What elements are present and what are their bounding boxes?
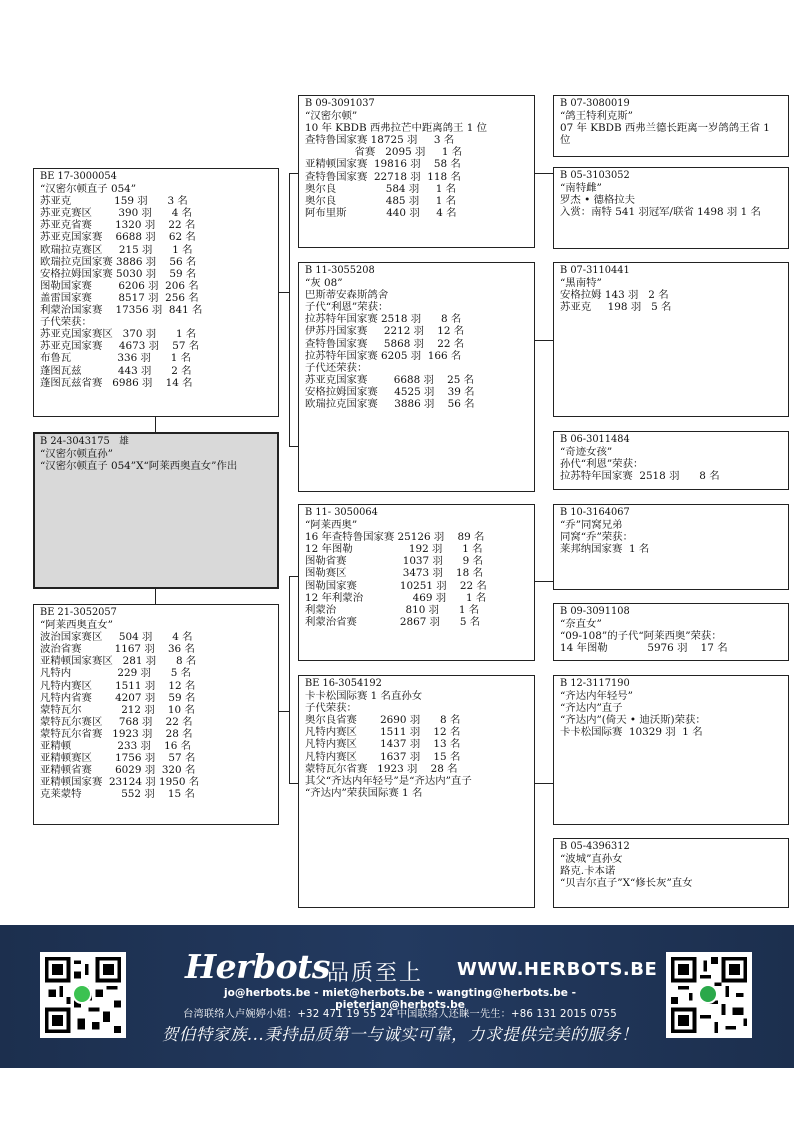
connector-line <box>535 783 553 784</box>
pedigree-box-ggp-3 <box>553 262 789 417</box>
pedigree-box-sire <box>33 168 279 417</box>
ring-number: B 12-3117190 <box>560 678 630 689</box>
pedigree-line: 拉苏特年国家赛 2518 羽 8 名 <box>305 313 462 326</box>
pedigree-line: 入赏：南特 541 羽冠军/联省 1498 羽 1 名 <box>560 206 761 219</box>
connector-line <box>279 711 289 712</box>
pedigree-line: 莱邦纳国家赛 1 名 <box>560 543 650 556</box>
qr-code-line[interactable] <box>40 952 126 1038</box>
pedigree-box-ggp-2 <box>553 167 789 249</box>
pedigree-line: 亚精顿省赛 6029 羽 320 名 <box>40 764 196 777</box>
pedigree-line: 16 年查特鲁国家赛 25126 羽 89 名 <box>305 531 485 544</box>
pedigree-line: 阿布里斯 440 羽 4 名 <box>305 206 457 219</box>
pedigree-line: 同窝“乔”荣获： <box>560 531 633 544</box>
pedigree-line: 凡特内省赛 4207 羽 59 名 <box>40 691 196 704</box>
pedigree-line: 欧瑞拉克国家赛 3886 羽 56 名 <box>40 255 197 268</box>
pedigree-line: 其父“齐达内年轻号”是“齐达内”直子 <box>305 774 472 787</box>
pedigree-line: 苏亚克 198 羽 5 名 <box>560 301 672 314</box>
pedigree-line: “南特雌” <box>560 182 602 195</box>
pedigree-line: 图勒省赛 1037 羽 9 名 <box>305 555 483 568</box>
pedigree-line: 子代荣获： <box>40 316 92 329</box>
brand-slogan: 品质至上 <box>327 961 424 986</box>
pedigree-line: 欧瑞拉克赛区 215 羽 1 名 <box>40 243 193 256</box>
ring-number: BE 16-3054192 <box>305 678 382 689</box>
ring-number: B 10-3164067 <box>560 507 630 518</box>
pedigree-line: 子代荣获： <box>305 702 357 715</box>
contact-phones: 台湾联络人卢婉婷小姐：+32 471 19 55 24 中国联络人还睐一先生：+86 131 2015 0755 <box>183 1009 617 1020</box>
pedigree-line: 利蒙治 810 羽 1 名 <box>305 603 480 616</box>
pedigree-line: 安格拉姆国家赛 4525 羽 39 名 <box>305 385 475 398</box>
pedigree-line: 克莱蒙特 552 羽 15 名 <box>40 788 195 801</box>
connector-line <box>535 581 553 582</box>
pedigree-line: 查特鲁国家赛 18725 羽 3 名 <box>305 134 455 147</box>
pedigree-line: 欧瑞拉克国家赛 3886 羽 56 名 <box>305 398 475 411</box>
connector-line <box>289 173 290 446</box>
pedigree-line: 拉苏特年国家赛 2518 羽 8 名 <box>560 470 720 483</box>
pedigree-line: 苏亚克省赛 1320 羽 22 名 <box>40 219 196 232</box>
pedigree-line: “齐达内年轻号” <box>560 690 633 703</box>
pedigree-line: 蒙特瓦尔 212 羽 10 名 <box>40 703 195 716</box>
company-motto: 贺伯特家族...秉持品质第一与诚实可靠，力求提供完美的服务！ <box>161 1025 639 1044</box>
pedigree-line: 凡特内赛区 1511 羽 12 名 <box>40 679 196 692</box>
wechat-icon <box>698 984 718 1004</box>
pedigree-line: 蓬图瓦兹 443 羽 2 名 <box>40 364 192 377</box>
pedigree-line: “波城”直孙女 <box>560 853 623 866</box>
pedigree-line: 孙代“利恩”荣获： <box>560 458 644 471</box>
connector-line <box>155 589 156 604</box>
pedigree-box-dam <box>33 604 279 825</box>
pedigree-line: 图勒赛区 3473 羽 18 名 <box>305 567 483 580</box>
pedigree-line: 苏亚克国家赛 4673 羽 57 名 <box>40 340 200 353</box>
contact-emails[interactable]: jo@herbots.be - miet@herbots.be - wangting@herbots.be - pieterjan@herbots.be <box>223 987 577 1011</box>
ring-number: BE 21-3052057 <box>40 607 117 618</box>
pedigree-line: 罗杰 • 德格拉夫 <box>560 194 636 207</box>
pigeon-name: “汉密尔顿直孙” <box>40 448 113 461</box>
pedigree-box-grandsire-2 <box>298 504 535 661</box>
pedigree-box-granddam-1 <box>298 262 535 492</box>
pedigree-line: 苏亚克国家赛区 370 羽 1 名 <box>40 328 197 341</box>
pedigree-line: “齐达内”(倚天 • 迪沃斯)荣获： <box>560 714 706 727</box>
pedigree-line: 凡特内 229 羽 5 名 <box>40 667 192 680</box>
pedigree-box-granddam-2 <box>298 675 535 908</box>
pedigree-line: 查特鲁国家赛 5868 羽 22 名 <box>305 337 465 350</box>
pedigree-line: 苏亚克 159 羽 3 名 <box>40 195 188 208</box>
pedigree-line: 10 年 KBDB 西弗拉芒中距离鸽王 1 位 <box>305 122 488 135</box>
pedigree-line: “乔”同窝兄弟 <box>560 519 623 532</box>
pedigree-box-ggp-5 <box>553 504 789 590</box>
connector-line <box>289 173 298 174</box>
pedigree-line: 07 年 KBDB 西弗兰德长距离一岁鸽鸽王省 1 位 <box>560 122 770 147</box>
website-link[interactable]: WWW.HERBOTS.BE <box>457 959 658 980</box>
pedigree-line: 巴斯蒂安森斯鸽舍 <box>305 289 389 302</box>
pedigree-line: 安格拉姆 143 羽 2 名 <box>560 289 669 302</box>
pedigree-line: “贝吉尔直子”X“修长灰”直女 <box>560 877 693 890</box>
pedigree-line: 利蒙治国家赛 17356 羽 841 名 <box>40 304 203 317</box>
pedigree-line: 盖雷国家赛 8517 羽 256 名 <box>40 291 199 304</box>
ring-number: B 24-3043175 雄 <box>40 436 129 447</box>
pedigree-line: “奇迹女孩” <box>560 446 613 459</box>
pedigree-box-ggp-6 <box>553 603 789 661</box>
pedigree-line: 图勒国家赛 10251 羽 22 名 <box>305 579 487 592</box>
pedigree-line: “奈直女” <box>560 618 602 631</box>
pedigree-line: 省赛 2095 羽 1 名 <box>305 146 463 159</box>
pedigree-line: “齐达内”直子 <box>560 702 623 715</box>
pedigree-line: 波治省赛 1167 羽 36 名 <box>40 643 195 656</box>
footer-banner <box>0 925 794 1068</box>
pedigree-box-ggp-1 <box>553 95 789 157</box>
pedigree-line: 凡特内赛区 1437 羽 13 名 <box>305 738 461 751</box>
pedigree-box-ggp-4 <box>553 431 789 490</box>
ring-number: B 09-3091108 <box>560 606 630 617</box>
pedigree-line: 安格拉姆国家赛 5030 羽 59 名 <box>40 267 197 280</box>
qr-code-wechat[interactable] <box>666 952 752 1038</box>
pedigree-line: 苏亚克国家赛 6688 羽 25 名 <box>305 373 475 386</box>
pedigree-line: 苏亚克国家赛 6688 羽 62 名 <box>40 231 196 244</box>
pedigree-box-ggp-8 <box>553 838 789 908</box>
ring-number: B 07-3080019 <box>560 98 630 109</box>
pedigree-line: 拉苏特年国家赛 6205 羽 166 名 <box>305 349 462 362</box>
pedigree-line: 亚精顿国家赛 19816 羽 58 名 <box>305 158 461 171</box>
pedigree-line: “鸽王特利克斯” <box>560 110 633 123</box>
pedigree-line: 蒙特瓦尔赛区 768 羽 22 名 <box>40 715 193 728</box>
pedigree-line: 奥尔良 485 羽 1 名 <box>305 194 457 207</box>
ring-number: B 07-3110441 <box>560 265 630 276</box>
pedigree-line: 利蒙治省赛 2867 羽 5 名 <box>305 615 481 628</box>
pedigree-line: 蒙特瓦尔省赛 1923 羽 28 名 <box>305 762 458 775</box>
connector-line <box>535 173 553 174</box>
pedigree-line: “齐达内”荣获国际赛 1 名 <box>305 786 423 799</box>
pedigree-line: 亚精顿赛区 1756 羽 57 名 <box>40 752 196 765</box>
pedigree-line: “汉密尔顿直子 054” <box>40 183 137 196</box>
connector-line <box>289 446 298 447</box>
pedigree-line: 蒙特瓦尔省赛 1923 羽 28 名 <box>40 727 193 740</box>
pedigree-box-grandsire-1 <box>298 95 535 248</box>
pedigree-line: 12 年利蒙治 469 羽 1 名 <box>305 591 487 604</box>
pedigree-line: 凡特内赛区 1511 羽 12 名 <box>305 726 461 739</box>
pedigree-line: 路克.卡本诺 <box>560 865 616 878</box>
pedigree-line: 亚精顿国家赛区 281 羽 8 名 <box>40 655 197 668</box>
ring-number: B 09-3091037 <box>305 98 375 109</box>
pedigree-line: 卡卡松国际赛 1 名直孙女 <box>305 690 423 703</box>
connector-line <box>155 416 156 432</box>
pedigree-line: 布鲁瓦 336 羽 1 名 <box>40 352 192 365</box>
connector-line <box>289 576 298 577</box>
pedigree-line: “阿莱西奥” <box>305 519 358 532</box>
pedigree-line: “汉密尔顿” <box>305 110 358 123</box>
pedigree-box-subject <box>33 432 279 589</box>
brand-row <box>185 947 658 987</box>
herbots-logo: Herbots <box>185 947 330 986</box>
pedigree-line: 子代“利恩”荣获： <box>305 301 389 314</box>
pedigree-line: “黑南特” <box>560 277 602 290</box>
pedigree-line: 亚精顿国家赛 23124 羽 1950 名 <box>40 776 200 789</box>
pedigree-line: 图勒国家赛 6206 羽 206 名 <box>40 279 199 292</box>
pedigree-line: 奥尔良 584 羽 1 名 <box>305 182 457 195</box>
ring-number: B 05-4396312 <box>560 841 630 852</box>
ring-number: B 11- 3050064 <box>305 507 378 518</box>
pedigree-line: 14 年图勒 5976 羽 17 名 <box>560 642 728 655</box>
connector-line <box>279 292 289 293</box>
pedigree-line: 子代还荣获： <box>305 361 368 374</box>
pedigree-line: 波治国家赛区 504 羽 4 名 <box>40 631 193 644</box>
pedigree-line: “灰 08” <box>305 277 343 290</box>
pedigree-line: 卡卡松国际赛 10329 羽 1 名 <box>560 726 703 739</box>
line-app-icon <box>72 984 92 1004</box>
connector-line <box>535 340 553 341</box>
pedigree-line: 蓬图瓦兹省赛 6986 羽 14 名 <box>40 376 193 389</box>
ring-number: BE 17-3000054 <box>40 171 117 182</box>
pedigree-line: 伊苏丹国家赛 2212 羽 12 名 <box>305 325 465 338</box>
pedigree-line: 亚精顿 233 羽 16 名 <box>40 740 192 753</box>
ring-number: B 06-3011484 <box>560 434 630 445</box>
pedigree-line: “09-108”的子代“阿莱西奥”荣获： <box>560 630 722 643</box>
pedigree-box-ggp-7 <box>553 675 789 825</box>
connector-line <box>289 576 290 783</box>
pedigree-line: “阿莱西奥直女” <box>40 619 113 632</box>
pedigree-line: “汉密尔顿直子 054”X“阿莱西奥直女”作出 <box>40 460 238 473</box>
pedigree-line: 苏亚克赛区 390 羽 4 名 <box>40 207 193 220</box>
connector-line <box>289 783 298 784</box>
pedigree-line: 奥尔良省赛 2690 羽 8 名 <box>305 714 461 727</box>
pedigree-line: 12 年图勒 192 羽 1 名 <box>305 543 483 556</box>
ring-number: B 05-3103052 <box>560 170 630 181</box>
pedigree-line: 查特鲁国家赛 22718 羽 118 名 <box>305 170 461 183</box>
ring-number: B 11-3055208 <box>305 265 375 276</box>
pedigree-line: 凡特内赛区 1637 羽 15 名 <box>305 750 461 763</box>
